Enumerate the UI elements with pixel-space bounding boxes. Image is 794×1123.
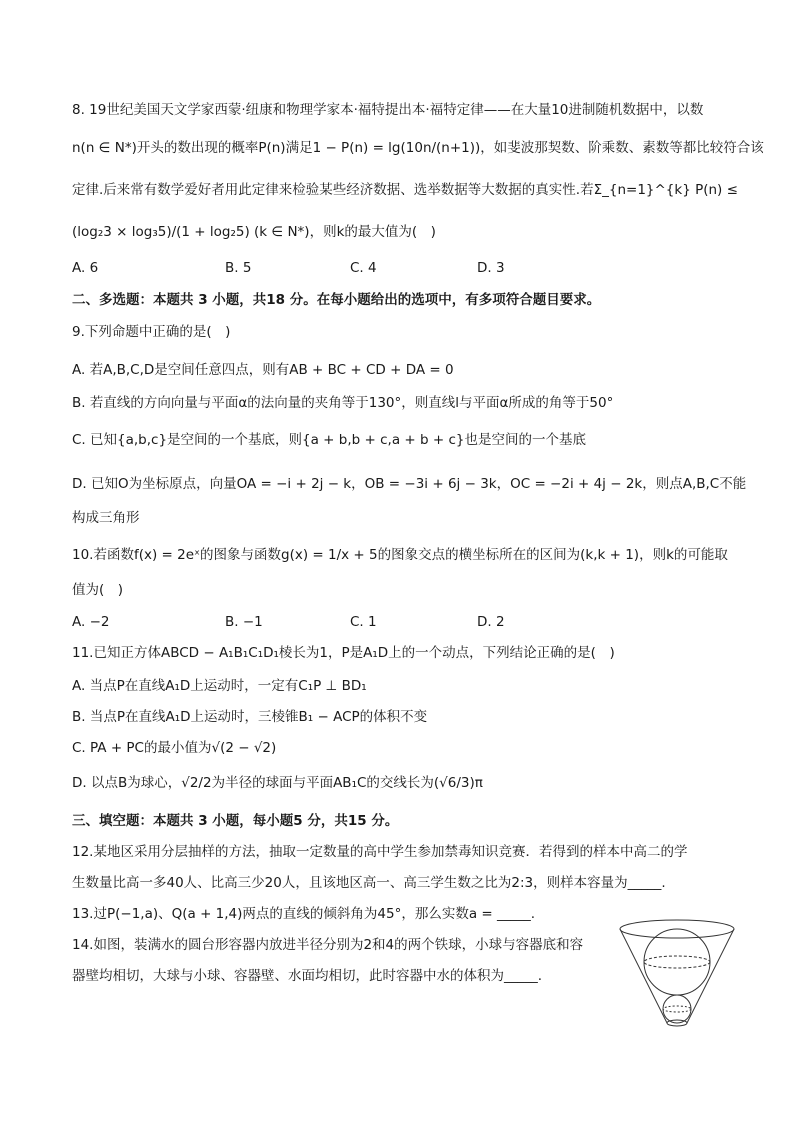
q8-option-d: D. 3	[477, 260, 505, 276]
q8-option-b: B. 5	[225, 260, 252, 276]
section-3-heading: 三、填空题：本题共 3 小题，每小题5 分，共15 分。	[72, 813, 399, 829]
q9-option-d-line-2: 构成三角形	[72, 510, 140, 526]
q9-option-a: A. 若A,B,C,D是空间任意四点，则有AB + BC + CD + DA = 0	[72, 362, 454, 378]
q14-line-2: 器壁均相切，大球与小球、容器壁、水面均相切，此时容器中水的体积为_____.	[72, 968, 543, 984]
q10-option-b: B. −1	[225, 614, 263, 630]
q11-option-a: A. 当点P在直线A₁D上运动时，一定有C₁P ⊥ BD₁	[72, 678, 367, 694]
q8-line-2: n(n ∈ N*)开头的数出现的概率P(n)满足1 − P(n) = lg(10n/(n+1))，如斐波那契数、阶乘数、素数等都比较符合该	[72, 140, 764, 156]
container-left-wall	[620, 929, 667, 1023]
q8-option-c: C. 4	[350, 260, 377, 276]
q11-option-b: B. 当点P在直线A₁D上运动时，三棱锥B₁ − ACP的体积不变	[72, 709, 428, 725]
q11-option-c: C. PA + PC的最小值为√(2 − √2)	[72, 740, 277, 756]
section-2-heading: 二、多选题：本题共 3 小题，共18 分。在每小题给出的选项中，有多项符合题目要求。	[72, 292, 601, 308]
frustum-spheres-figure	[612, 916, 742, 1032]
q12-line-1: 12.某地区采用分层抽样的方法，抽取一定数量的高中学生参加禁毒知识竞赛．若得到的样本中高二的学	[72, 844, 688, 860]
q11-option-d: D. 以点B为球心，√2/2为半径的球面与平面AB₁C的交线长为(√6/3)π	[72, 775, 483, 791]
q14-line-1: 14.如图，装满水的圆台形容器内放进半径分别为2和4的两个铁球，小球与容器底和容	[72, 937, 584, 953]
small-sphere-equator	[663, 1006, 691, 1012]
q8-line-3: 定律.后来常有数学爱好者用此定律来检验某些经济数据、选举数据等大数据的真实性.若Σ_{n=1}^{k} P(n) ≤	[72, 182, 738, 198]
q8-line-1: 8. 19世纪美国天文学家西蒙·纽康和物理学家本·福特提出本·福特定律——在大量10进制随机数据中，以数	[72, 102, 704, 118]
q12-line-2: 生数量比高一多40人、比高三少20人，且该地区高一、高三学生数之比为2:3，则样本容量为_____.	[72, 875, 666, 891]
q10-line-2: 值为( )	[72, 582, 124, 598]
large-sphere	[644, 929, 710, 995]
q10-line-1: 10.若函数f(x) = 2eˣ的图象与函数g(x) = 1/x + 5的图象交点的横坐标所在的区间为(k,k + 1)，则k的可能取	[72, 547, 728, 563]
q9-stem: 9.下列命题中正确的是( )	[72, 324, 231, 340]
q8-line-4: (log₂3 × log₃5)/(1 + log₂5) (k ∈ N*)，则k的最大值为( )	[72, 224, 436, 240]
container-right-wall	[687, 929, 734, 1023]
small-sphere	[663, 995, 691, 1023]
q10-option-c: C. 1	[350, 614, 377, 630]
q9-option-b: B. 若直线的方向向量与平面α的法向量的夹角等于130°，则直线l与平面α所成的角等于50°	[72, 395, 614, 411]
q9-option-c: C. 已知{a,b,c}是空间的一个基底，则{a + b,b + c,a + b + c}也是空间的一个基底	[72, 432, 586, 448]
q9-option-d-line-1: D. 已知O为坐标原点，向量OA = −i + 2j − k，OB = −3i + 6j − 3k，OC = −2i + 4j − 2k，则点A,B,C不能	[72, 476, 747, 492]
q10-option-d: D. 2	[477, 614, 505, 630]
q10-option-a: A. −2	[72, 614, 110, 630]
large-sphere-equator	[644, 956, 710, 968]
q8-option-a: A. 6	[72, 260, 99, 276]
q11-stem: 11.已知正方体ABCD − A₁B₁C₁D₁棱长为1，P是A₁D上的一个动点，下列结论正确的是( )	[72, 645, 615, 661]
q13-line: 13.过P(−1,a)、Q(a + 1,4)两点的直线的倾斜角为45°，那么实数a = _____.	[72, 906, 536, 922]
